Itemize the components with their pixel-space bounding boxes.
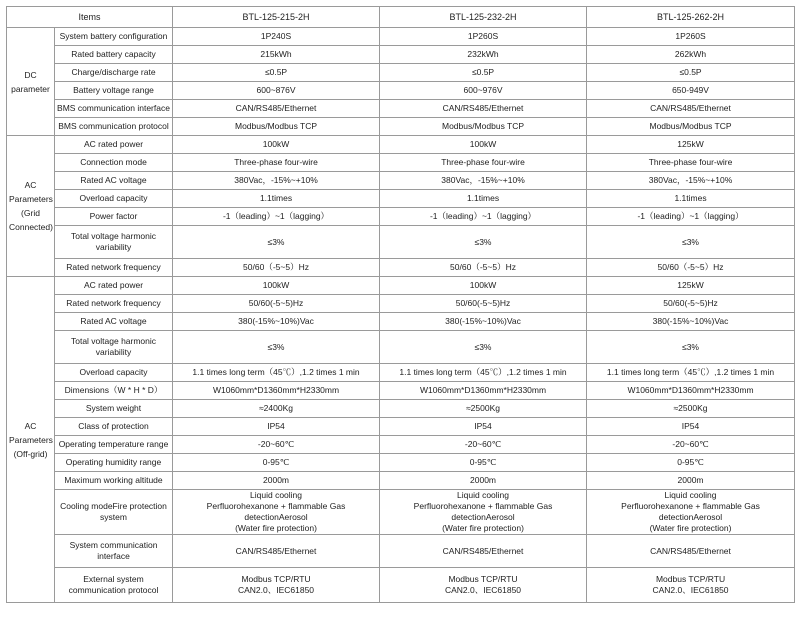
cell-line: Overload capacity <box>79 367 148 377</box>
spec-row <box>7 46 795 64</box>
cell-line: Rated AC voltage <box>80 316 147 326</box>
spec-row <box>7 208 795 226</box>
cell-line: Three-phase four-wire <box>234 157 318 167</box>
value-cell-model-3 <box>587 64 795 82</box>
value-cell-model-1 <box>173 82 380 100</box>
row-label <box>55 154 173 172</box>
cell-line: 380Vac，-15%~+10% <box>648 175 733 185</box>
header-model-1: BTL-125-215-2H <box>173 7 380 28</box>
value-cell-model-2 <box>380 28 587 46</box>
value-cell-model-3 <box>587 364 795 382</box>
row-label <box>55 172 173 190</box>
spec-row <box>7 136 795 154</box>
cell-line: 2000m <box>470 475 497 485</box>
value-cell-model-2 <box>380 46 587 64</box>
cell-line: AC rated power <box>83 139 144 149</box>
value-cell-model-3 <box>587 136 795 154</box>
spec-row <box>7 82 795 100</box>
row-label <box>55 568 173 603</box>
value-cell-model-2 <box>380 208 587 226</box>
cell-line: Liquid cooling <box>250 490 302 500</box>
value-cell-model-1 <box>173 313 380 331</box>
row-label <box>55 259 173 277</box>
cell-line: 125kW <box>677 280 704 290</box>
spec-row <box>7 568 795 603</box>
cell-line: Modbus/Modbus TCP <box>234 121 318 131</box>
cell-line: Connected) <box>9 222 53 232</box>
row-label <box>55 436 173 454</box>
value-cell-model-1 <box>173 454 380 472</box>
value-cell-model-2 <box>380 400 587 418</box>
value-cell-model-3 <box>587 331 795 364</box>
cell-line: CAN/RS485/Ethernet <box>650 545 731 556</box>
cell-line: AC rated power <box>83 280 144 290</box>
cell-line: Operating humidity range <box>65 457 162 467</box>
cell-line: variability <box>95 242 132 252</box>
cell-line: DC <box>24 69 37 80</box>
cell-line: -20~60℃ <box>672 439 709 449</box>
cell-line: ≈2500Kg <box>466 403 500 413</box>
value-cell-model-2 <box>380 331 587 364</box>
cell-line: Rated network frequency <box>66 262 161 272</box>
section-label <box>7 277 55 603</box>
cell-line: ≤0.5P <box>679 67 702 77</box>
cell-line: 1.1 times long term（45℃）,1.2 times 1 min <box>399 367 567 377</box>
cell-line: 380(-15%~10%)Vac <box>445 316 521 326</box>
value-cell-model-1 <box>173 277 380 295</box>
cell-line: 1.1 times long term（45℃）,1.2 times 1 min <box>192 367 360 377</box>
row-label <box>55 208 173 226</box>
value-cell-model-1 <box>173 208 380 226</box>
cell-line: 380(-15%~10%)Vac <box>238 316 314 326</box>
cell-line: Perfluorohexanone + flammable Gas detectionAerosol <box>206 501 346 522</box>
cell-line: IP54 <box>474 421 492 431</box>
cell-line: Total voltage harmonic <box>70 231 157 241</box>
cell-line: Three-phase four-wire <box>648 157 733 167</box>
value-cell-model-1 <box>173 46 380 64</box>
value-cell-model-2 <box>380 313 587 331</box>
cell-line: 262kWh <box>674 49 707 59</box>
cell-line: 1.1times <box>259 193 293 203</box>
cell-line: Power factor <box>89 211 138 221</box>
cell-line: parameter <box>11 83 50 94</box>
value-cell-model-3 <box>587 490 795 535</box>
spec-table <box>6 6 795 603</box>
cell-line: BMS communication interface <box>57 103 170 113</box>
cell-line: Maximum working altitude <box>64 475 163 485</box>
cell-line: 125kW <box>677 139 704 149</box>
value-cell-model-1 <box>173 100 380 118</box>
cell-line: System weight <box>85 403 142 413</box>
value-cell-model-3 <box>587 259 795 277</box>
value-cell-model-1 <box>173 490 380 535</box>
spec-row <box>7 28 795 46</box>
spec-row <box>7 364 795 382</box>
value-cell-model-3 <box>587 418 795 436</box>
cell-line: 100kW <box>469 139 497 149</box>
value-cell-model-1 <box>173 28 380 46</box>
cell-line: 1.1 times long term（45℃）,1.2 times 1 min <box>606 367 775 377</box>
value-cell-model-3 <box>587 436 795 454</box>
cell-line: IP54 <box>267 421 285 431</box>
value-cell-model-3 <box>587 100 795 118</box>
row-label <box>55 490 173 535</box>
cell-line: System battery configuration <box>59 31 168 41</box>
spec-row <box>7 418 795 436</box>
cell-line: Modbus TCP/RTU <box>655 574 726 584</box>
value-cell-model-2 <box>380 136 587 154</box>
row-label <box>55 136 173 154</box>
value-cell-model-2 <box>380 568 587 603</box>
value-cell-model-2 <box>380 382 587 400</box>
cell-line: AC <box>24 180 37 190</box>
value-cell-model-3 <box>587 295 795 313</box>
row-label <box>55 382 173 400</box>
cell-line: AC <box>24 420 37 431</box>
value-cell-model-2 <box>380 100 587 118</box>
cell-line: Class of protection <box>78 421 149 431</box>
cell-line: ≤3% <box>682 341 699 352</box>
cell-line: -1（leading）~1（lagging） <box>429 211 537 221</box>
cell-line: 2000m <box>677 475 704 485</box>
row-label <box>55 277 173 295</box>
cell-line: 50/60(-5~5)Hz <box>248 298 304 308</box>
value-cell-model-3 <box>587 226 795 259</box>
cell-line: IP54 <box>681 421 700 431</box>
cell-line: communication protocol <box>68 585 159 595</box>
cell-line: 50/60（-5~5）Hz <box>243 262 309 272</box>
cell-line: ≤3% <box>267 341 285 352</box>
value-cell-model-3 <box>587 535 795 568</box>
cell-line: W1060mm*D1360mm*H2330mm <box>419 385 547 395</box>
cell-line: -1（leading）~1（lagging） <box>222 211 330 221</box>
cell-line: 215kWh <box>260 49 292 59</box>
cell-line: Three-phase four-wire <box>441 157 525 167</box>
value-cell-model-1 <box>173 472 380 490</box>
cell-line: 380Vac，-15%~+10% <box>234 175 318 185</box>
value-cell-model-2 <box>380 295 587 313</box>
value-cell-model-1 <box>173 172 380 190</box>
cell-line: CAN2.0、IEC61850 <box>237 585 315 595</box>
cell-line: Modbus TCP/RTU <box>241 574 311 584</box>
value-cell-model-3 <box>587 46 795 64</box>
cell-line: 2000m <box>263 475 290 485</box>
row-label <box>55 82 173 100</box>
cell-line: W1060mm*D1360mm*H2330mm <box>212 385 340 395</box>
spec-row <box>7 454 795 472</box>
cell-line: Rated network frequency <box>66 298 161 308</box>
section-label <box>7 136 55 277</box>
value-cell-model-3 <box>587 400 795 418</box>
value-cell-model-1 <box>173 259 380 277</box>
value-cell-model-2 <box>380 472 587 490</box>
value-cell-model-1 <box>173 400 380 418</box>
cell-line: 1P260S <box>675 31 706 41</box>
cell-line: 100kW <box>262 280 290 290</box>
cell-line: interface <box>97 551 130 561</box>
value-cell-model-3 <box>587 118 795 136</box>
cell-line: -1（leading）~1（lagging） <box>637 211 744 221</box>
row-label <box>55 64 173 82</box>
value-cell-model-1 <box>173 64 380 82</box>
spec-row <box>7 154 795 172</box>
value-cell-model-2 <box>380 490 587 535</box>
cell-line: 600~876V <box>256 85 296 95</box>
cell-line: ≈2500Kg <box>673 403 708 413</box>
cell-line: CAN/RS485/Ethernet <box>442 103 524 113</box>
spec-row <box>7 313 795 331</box>
value-cell-model-3 <box>587 382 795 400</box>
spec-row <box>7 64 795 82</box>
cell-line: ≤3% <box>474 341 492 352</box>
value-cell-model-1 <box>173 382 380 400</box>
value-cell-model-3 <box>587 313 795 331</box>
cell-line: W1060mm*D1360mm*H2330mm <box>627 385 754 395</box>
cell-line: CAN/RS485/Ethernet <box>650 103 731 113</box>
cell-line: Liquid cooling <box>664 490 717 500</box>
value-cell-model-1 <box>173 418 380 436</box>
cell-line: CAN/RS485/Ethernet <box>442 545 524 556</box>
cell-line: Dimensions（W * H * D） <box>64 385 163 395</box>
cell-line: 0-95℃ <box>262 457 290 467</box>
cell-line: Liquid cooling <box>457 490 509 500</box>
cell-line: 50/60(-5~5)Hz <box>663 298 718 308</box>
cell-line: Modbus/Modbus TCP <box>649 121 732 131</box>
spec-row <box>7 118 795 136</box>
value-cell-model-1 <box>173 436 380 454</box>
spec-row <box>7 259 795 277</box>
value-cell-model-1 <box>173 568 380 603</box>
cell-line: 1P260S <box>467 31 499 41</box>
value-cell-model-3 <box>587 454 795 472</box>
cell-line: ≤3% <box>682 236 699 247</box>
value-cell-model-2 <box>380 454 587 472</box>
spec-row <box>7 226 795 259</box>
value-cell-model-3 <box>587 154 795 172</box>
row-label <box>55 535 173 568</box>
row-label <box>55 118 173 136</box>
cell-line: ≤3% <box>267 236 285 247</box>
spec-row <box>7 490 795 535</box>
value-cell-model-3 <box>587 208 795 226</box>
cell-line: 100kW <box>262 139 290 149</box>
cell-line: ≤0.5P <box>264 67 288 77</box>
row-label <box>55 100 173 118</box>
row-label <box>55 190 173 208</box>
value-cell-model-1 <box>173 136 380 154</box>
header-model-3: BTL-125-262-2H <box>587 7 795 28</box>
value-cell-model-2 <box>380 64 587 82</box>
spec-row <box>7 382 795 400</box>
value-cell-model-2 <box>380 118 587 136</box>
cell-line: 0-95℃ <box>469 457 497 467</box>
cell-line: (Water fire protection) <box>649 523 732 533</box>
cell-line: 380Vac，-15%~+10% <box>441 175 525 185</box>
cell-line: 380(-15%~10%)Vac <box>652 316 729 326</box>
cell-line: -20~60℃ <box>257 439 295 449</box>
cell-line: Connection mode <box>80 157 147 167</box>
cell-line: Operating temperature range <box>58 439 169 449</box>
cell-line: Modbus TCP/RTU <box>448 574 518 584</box>
cell-line: (Grid <box>21 208 40 218</box>
cell-line: ≤0.5P <box>471 67 495 77</box>
cell-line: External system <box>83 574 144 584</box>
cell-line: ≈2400Kg <box>259 403 293 413</box>
value-cell-model-1 <box>173 535 380 568</box>
value-cell-model-1 <box>173 118 380 136</box>
value-cell-model-2 <box>380 82 587 100</box>
value-cell-model-3 <box>587 568 795 603</box>
value-cell-model-2 <box>380 436 587 454</box>
value-cell-model-2 <box>380 154 587 172</box>
spec-row <box>7 100 795 118</box>
spec-row <box>7 190 795 208</box>
value-cell-model-2 <box>380 418 587 436</box>
row-label <box>55 454 173 472</box>
cell-line: Perfluorohexanone + flammable Gas detectionAerosol <box>413 501 553 522</box>
cell-line: 600~976V <box>463 85 503 95</box>
row-label <box>55 331 173 364</box>
cell-line: System communication <box>69 540 158 550</box>
cell-line: 1.1times <box>466 193 500 203</box>
cell-line: Battery voltage range <box>73 85 154 95</box>
row-label <box>55 313 173 331</box>
spec-row <box>7 172 795 190</box>
cell-line: 650-949V <box>672 85 709 95</box>
value-cell-model-2 <box>380 190 587 208</box>
spec-row <box>7 436 795 454</box>
cell-line: (Water fire protection) <box>235 523 317 533</box>
spec-row <box>7 535 795 568</box>
cell-line: -20~60℃ <box>464 439 502 449</box>
cell-line: Total voltage harmonic <box>70 336 157 346</box>
spec-row <box>7 472 795 490</box>
row-label <box>55 418 173 436</box>
cell-line: 50/60（-5~5）Hz <box>657 262 724 272</box>
cell-line: Parameters <box>9 194 53 204</box>
value-cell-model-2 <box>380 259 587 277</box>
value-cell-model-3 <box>587 472 795 490</box>
cell-line: CAN/RS485/Ethernet <box>235 545 317 556</box>
spec-row <box>7 295 795 313</box>
value-cell-model-1 <box>173 154 380 172</box>
cell-line: Rated battery capacity <box>71 49 156 59</box>
cell-line: CAN2.0、IEC61850 <box>652 585 729 595</box>
value-cell-model-2 <box>380 277 587 295</box>
cell-line: 1.1times <box>674 193 707 203</box>
spec-row <box>7 400 795 418</box>
cell-line: 100kW <box>469 280 497 290</box>
row-label <box>55 46 173 64</box>
cell-line: Overload capacity <box>79 193 148 203</box>
cell-line: Cooling modeFire protection <box>60 501 167 511</box>
value-cell-model-3 <box>587 82 795 100</box>
value-cell-model-1 <box>173 295 380 313</box>
value-cell-model-3 <box>587 277 795 295</box>
cell-line: CAN2.0、IEC61850 <box>444 585 522 595</box>
value-cell-model-2 <box>380 172 587 190</box>
row-label <box>55 400 173 418</box>
value-cell-model-3 <box>587 172 795 190</box>
value-cell-model-3 <box>587 28 795 46</box>
row-label <box>55 226 173 259</box>
cell-line: 50/60（-5~5）Hz <box>450 262 516 272</box>
value-cell-model-2 <box>380 364 587 382</box>
header-row <box>7 7 795 28</box>
value-cell-model-2 <box>380 226 587 259</box>
cell-line: Rated AC voltage <box>80 175 147 185</box>
value-cell-model-1 <box>173 190 380 208</box>
section-label <box>7 28 55 136</box>
cell-line: Modbus/Modbus TCP <box>441 121 525 131</box>
cell-line: Charge/discharge rate <box>71 67 156 77</box>
row-label <box>55 28 173 46</box>
cell-line: 50/60(-5~5)Hz <box>455 298 511 308</box>
cell-line: 0-95℃ <box>677 457 704 467</box>
cell-line: (Water fire protection) <box>442 523 524 533</box>
cell-line: system <box>100 512 127 522</box>
value-cell-model-1 <box>173 226 380 259</box>
cell-line: Parameters <box>9 434 53 445</box>
row-label <box>55 472 173 490</box>
cell-line: ≤3% <box>474 236 492 247</box>
cell-line: variability <box>95 347 132 357</box>
cell-line: CAN/RS485/Ethernet <box>235 103 317 113</box>
header-model-2: BTL-125-232-2H <box>380 7 587 28</box>
value-cell-model-2 <box>380 535 587 568</box>
spec-row <box>7 331 795 364</box>
cell-line: (Off-grid) <box>13 448 48 459</box>
spec-body <box>7 28 795 603</box>
spec-row <box>7 277 795 295</box>
value-cell-model-3 <box>587 190 795 208</box>
value-cell-model-1 <box>173 331 380 364</box>
cell-line: 1P240S <box>260 31 292 41</box>
value-cell-model-1 <box>173 364 380 382</box>
cell-line: 232kWh <box>467 49 499 59</box>
cell-line: Perfluorohexanone + flammable Gas detectionAerosol <box>621 501 760 522</box>
row-label <box>55 364 173 382</box>
row-label <box>55 295 173 313</box>
header-items: Items <box>7 7 173 28</box>
cell-line: BMS communication protocol <box>58 121 169 131</box>
